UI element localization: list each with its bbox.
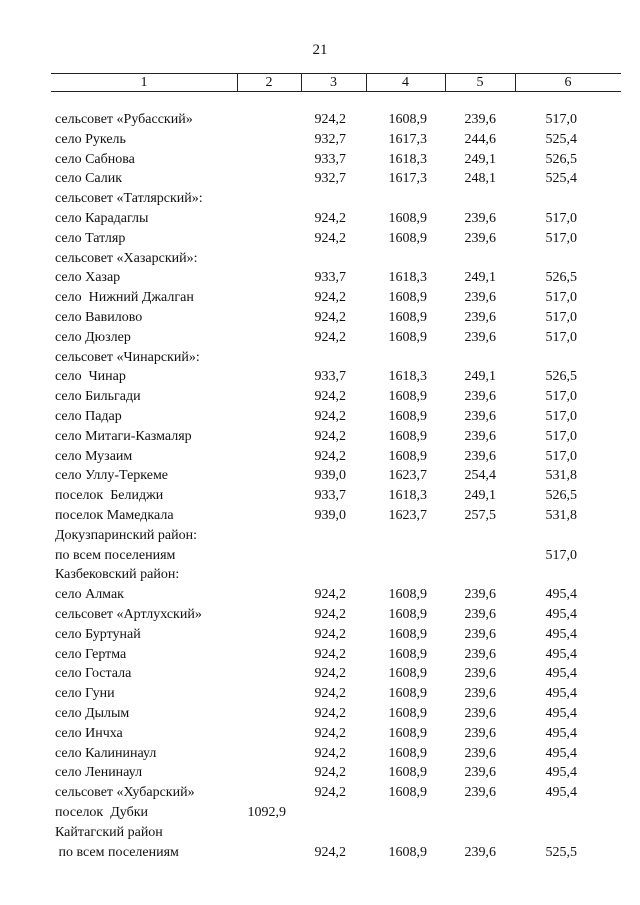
settlement-name: поселок Дубки [55,805,149,820]
value-col-5: 239,6 [464,607,496,622]
table-row [0,288,640,308]
value-col-5: 239,6 [464,726,496,741]
value-col-5: 249,1 [464,369,496,384]
value-col-6: 495,4 [545,627,577,642]
value-col-3: 932,7 [314,132,346,147]
value-col-3: 933,7 [314,152,346,167]
settlement-name: село Гуни [55,686,115,701]
settlement-name: село Бильгади [55,389,141,404]
table-row [0,308,640,328]
table-row [0,486,640,506]
value-col-5: 249,1 [464,488,496,503]
value-col-3: 924,2 [314,409,346,424]
settlement-name: село Митаги-Казмаляр [55,429,192,444]
value-col-5: 239,6 [464,389,496,404]
table-row [0,506,640,526]
value-col-4: 1608,9 [388,726,427,741]
value-col-3: 924,2 [314,746,346,761]
table-row [0,704,640,724]
value-col-5: 239,6 [464,587,496,602]
value-col-4: 1608,9 [388,765,427,780]
value-col-3: 924,2 [314,845,346,860]
table-row [0,645,640,665]
settlement-name: село Чинар [55,369,126,384]
value-col-6: 495,4 [545,765,577,780]
column-header-5: 5 [476,75,484,90]
value-col-3: 924,2 [314,449,346,464]
settlement-name: село Салик [55,171,123,186]
settlement-name: село Сабнова [55,152,135,167]
table-row [0,724,640,744]
value-col-4: 1608,9 [388,310,427,325]
value-col-5: 239,6 [464,845,496,860]
value-col-3: 933,7 [314,270,346,285]
value-col-3: 924,2 [314,686,346,701]
table-row [0,763,640,783]
value-col-6: 495,4 [545,785,577,800]
value-col-5: 239,6 [464,686,496,701]
settlement-name: село Рукель [55,132,126,147]
value-col-4: 1618,3 [388,488,427,503]
value-col-4: 1617,3 [388,132,427,147]
table-row [0,169,640,189]
value-col-6: 525,4 [545,132,577,147]
value-col-6: 526,5 [545,369,577,384]
table-row [0,625,640,645]
table-row [0,150,640,170]
value-col-3: 924,2 [314,627,346,642]
settlement-name: село Карадаглы [55,211,149,226]
table-row [0,209,640,229]
settlement-name: село Дюзлер [55,330,131,345]
value-col-6: 517,0 [545,449,577,464]
value-col-6: 525,4 [545,171,577,186]
value-col-2: 1092,9 [247,805,286,820]
settlement-name: село Нижний Джалган [55,290,194,305]
value-col-3: 939,0 [314,508,346,523]
value-col-3: 924,2 [314,785,346,800]
settlement-name: село Хазар [55,270,121,285]
value-col-5: 239,6 [464,666,496,681]
table-row [0,268,640,288]
table-row [0,546,640,566]
value-col-5: 257,5 [464,508,496,523]
value-col-6: 517,0 [545,290,577,305]
value-col-6: 495,4 [545,607,577,622]
column-header-3: 3 [330,75,337,90]
settlement-name: село Уллу-Теркеме [55,468,169,483]
value-col-3: 933,7 [314,369,346,384]
value-col-3: 924,2 [314,726,346,741]
table-row [0,328,640,348]
table-row [0,249,640,269]
value-col-5: 239,6 [464,330,496,345]
value-col-6: 526,5 [545,488,577,503]
settlement-name: Казбековский район: [55,567,180,582]
table-row [0,407,640,427]
value-col-6: 525,5 [545,845,577,860]
value-col-3: 924,2 [314,231,346,246]
value-col-6: 517,0 [545,429,577,444]
table-row [0,843,640,863]
value-col-4: 1608,9 [388,647,427,662]
settlement-name: село Татляр [55,231,126,246]
value-col-5: 244,6 [464,132,496,147]
settlement-name: Кайтагский район [55,825,163,840]
value-col-5: 239,6 [464,706,496,721]
value-col-5: 239,6 [464,765,496,780]
value-col-6: 517,0 [545,231,577,246]
value-col-4: 1608,9 [388,330,427,345]
column-header-6: 6 [564,75,572,90]
table-row [0,466,640,486]
value-col-4: 1608,9 [388,686,427,701]
value-col-3: 924,2 [314,330,346,345]
table-row [0,427,640,447]
value-col-3: 933,7 [314,488,346,503]
settlement-name: село Музаим [55,449,133,464]
value-col-5: 239,6 [464,231,496,246]
settlement-name: село Инчха [55,726,123,741]
value-col-4: 1608,9 [388,389,427,404]
value-col-4: 1618,3 [388,270,427,285]
value-col-6: 495,4 [545,587,577,602]
value-col-4: 1608,9 [388,627,427,642]
table-row [0,823,640,843]
value-col-3: 924,2 [314,211,346,226]
page-number: 21 [312,42,328,58]
table-row [0,367,640,387]
table-row [0,447,640,467]
value-col-3: 924,2 [314,310,346,325]
table-row [0,664,640,684]
value-col-4: 1608,9 [388,587,427,602]
value-col-3: 924,2 [314,587,346,602]
table-row [0,526,640,546]
value-col-5: 239,6 [464,290,496,305]
value-col-4: 1618,3 [388,152,427,167]
table-row [0,189,640,209]
value-col-3: 924,2 [314,389,346,404]
value-col-6: 517,0 [545,548,577,563]
settlement-name: село Буртунай [55,627,141,642]
settlement-name: село Гостала [55,666,132,681]
value-col-3: 924,2 [314,666,346,681]
value-col-6: 531,8 [545,508,577,523]
column-header-2: 2 [265,75,273,90]
value-col-4: 1608,9 [388,845,427,860]
value-col-5: 239,6 [464,211,496,226]
value-col-6: 526,5 [545,270,577,285]
settlement-name: сельсовет «Чинарский»: [55,350,200,365]
value-col-3: 924,2 [314,706,346,721]
value-col-4: 1608,9 [388,429,427,444]
settlement-name: сельсовет «Татлярский»: [55,191,203,206]
value-col-4: 1608,9 [388,231,427,246]
settlement-name: по всем поселениям [55,548,176,563]
value-col-3: 924,2 [314,429,346,444]
table-row [0,803,640,823]
table-row [0,229,640,249]
settlement-name: село Алмак [55,587,124,602]
value-col-6: 517,0 [545,409,577,424]
value-col-5: 239,6 [464,785,496,800]
value-col-3: 924,2 [314,647,346,662]
settlement-name: село Дылым [55,706,130,721]
settlement-name: сельсовет «Артлухский» [55,607,202,622]
value-col-6: 517,0 [545,310,577,325]
value-col-5: 239,6 [464,647,496,662]
table-row [0,110,640,130]
value-col-6: 526,5 [545,152,577,167]
value-col-6: 495,4 [545,746,577,761]
value-col-4: 1623,7 [388,468,427,483]
value-col-3: 924,2 [314,607,346,622]
settlement-name: по всем поселениям [55,845,179,860]
settlement-name: сельсовет «Хазарский»: [55,251,198,266]
settlement-name: сельсовет «Хубарский» [55,785,195,800]
value-col-4: 1608,9 [388,666,427,681]
value-col-4: 1608,9 [388,409,427,424]
value-col-4: 1623,7 [388,508,427,523]
settlement-name: поселок Белиджи [55,488,164,503]
value-col-5: 239,6 [464,409,496,424]
value-col-5: 249,1 [464,152,496,167]
settlement-name: сельсовет «Рубасский» [55,112,193,127]
value-col-6: 517,0 [545,211,577,226]
value-col-4: 1608,9 [388,706,427,721]
value-col-4: 1608,9 [388,785,427,800]
table-row [0,130,640,150]
value-col-6: 495,4 [545,647,577,662]
value-col-3: 924,2 [314,290,346,305]
settlement-name: поселок Мамедкала [55,508,174,523]
value-col-3: 932,7 [314,171,346,186]
value-col-5: 239,6 [464,449,496,464]
table-row [0,684,640,704]
value-col-5: 239,6 [464,627,496,642]
value-col-5: 239,6 [464,746,496,761]
value-col-3: 939,0 [314,468,346,483]
value-col-5: 239,6 [464,310,496,325]
value-col-4: 1608,9 [388,746,427,761]
table-row [0,783,640,803]
value-col-6: 495,4 [545,726,577,741]
header-bottom-rule [51,91,621,92]
value-col-4: 1608,9 [388,211,427,226]
value-col-5: 249,1 [464,270,496,285]
settlement-name: село Гертма [55,647,127,662]
value-col-4: 1608,9 [388,290,427,305]
column-header-1: 1 [140,75,148,90]
settlement-name: Докузпаринский район: [55,528,197,543]
table-header [51,73,621,92]
value-col-4: 1608,9 [388,112,427,127]
table-row [0,605,640,625]
value-col-6: 531,8 [545,468,577,483]
settlement-name: село Калининаул [55,746,157,761]
value-col-4: 1617,3 [388,171,427,186]
value-col-5: 254,4 [464,468,496,483]
value-col-6: 517,0 [545,330,577,345]
settlement-name: село Падар [55,409,122,424]
settlement-name: село Вавилово [55,310,143,325]
table-row [0,387,640,407]
table-row [0,744,640,764]
table-row [0,565,640,585]
value-col-6: 495,4 [545,686,577,701]
value-col-4: 1608,9 [388,607,427,622]
value-col-5: 239,6 [464,112,496,127]
value-col-5: 239,6 [464,429,496,444]
value-col-5: 248,1 [464,171,496,186]
settlement-name: село Ленинаул [55,765,143,780]
value-col-6: 517,0 [545,112,577,127]
value-col-4: 1608,9 [388,449,427,464]
column-header-4: 4 [402,75,409,90]
table-row [0,348,640,368]
value-col-6: 517,0 [545,389,577,404]
value-col-4: 1618,3 [388,369,427,384]
value-col-6: 495,4 [545,666,577,681]
value-col-3: 924,2 [314,765,346,780]
value-col-3: 924,2 [314,112,346,127]
value-col-6: 495,4 [545,706,577,721]
table-row [0,585,640,605]
